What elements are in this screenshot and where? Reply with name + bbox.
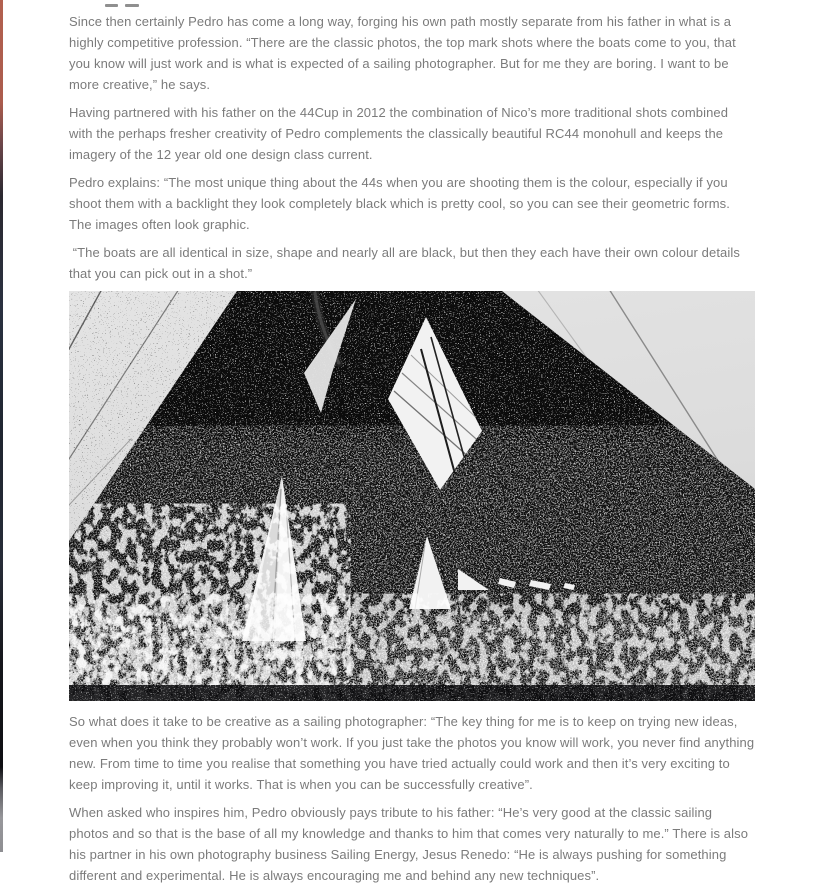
cropped-left-image-sliver bbox=[0, 0, 3, 852]
text-descender-fragment bbox=[125, 4, 139, 7]
article-paragraph: Since then certainly Pedro has come a long way, forging his own path mostly separate from his father in what is a highly competitive profession. “There are the classic photos, the top mark shots where the boats come to you, that you know will just work and is what is expected of a sailing photographer. But for me they are boring. I want to be more creative,” he says. bbox=[69, 14, 736, 92]
article-paragraph: “The boats are all identical in size, shape and nearly all are black, but then they each have their own colour details that you can pick out in a shot.” bbox=[69, 245, 740, 281]
article-photo bbox=[69, 291, 755, 701]
article-body bbox=[69, 0, 755, 893]
article-paragraph: When asked who inspires him, Pedro obviously pays tribute to his father: “He’s very good at the classic sailing photos and so that is the base of all my knowledge and thanks to him that comes very naturally to me.” There is also his partner in his own photography business Sailing Energy, Jesus Renedo: “He is always pushing for something different and experimental. He is always encouraging me and behind any new techniques”. bbox=[69, 805, 749, 883]
cropped-previous-line bbox=[69, 4, 755, 8]
text-descender-fragment bbox=[105, 4, 118, 7]
article-paragraph: Having partnered with his father on the 44Cup in 2012 the combination of Nico’s more traditional shots combined with the perhaps fresher creativity of Pedro complements the classically beautiful RC44 monohull and keeps the imagery of the 12 year old one design class current. bbox=[69, 105, 729, 162]
article-paragraph: So what does it take to be creative as a sailing photographer: “The key thing for me is to keep on trying new ideas, even when you think they probably won’t work. If you just take the photos you know will work, you never find anything new. From time to time you realise that something you have tried actually could work and then it’s very exciting to keep improving it, until it works. That is when you can be successfully creative”. bbox=[69, 714, 755, 792]
article-paragraph: Pedro explains: “The most unique thing about the 44s when you are shooting them is the colour, especially if you shoot them with a backlight they look completely black which is pretty cool, so you can see their geometric forms. The images often look graphic. bbox=[69, 175, 730, 232]
